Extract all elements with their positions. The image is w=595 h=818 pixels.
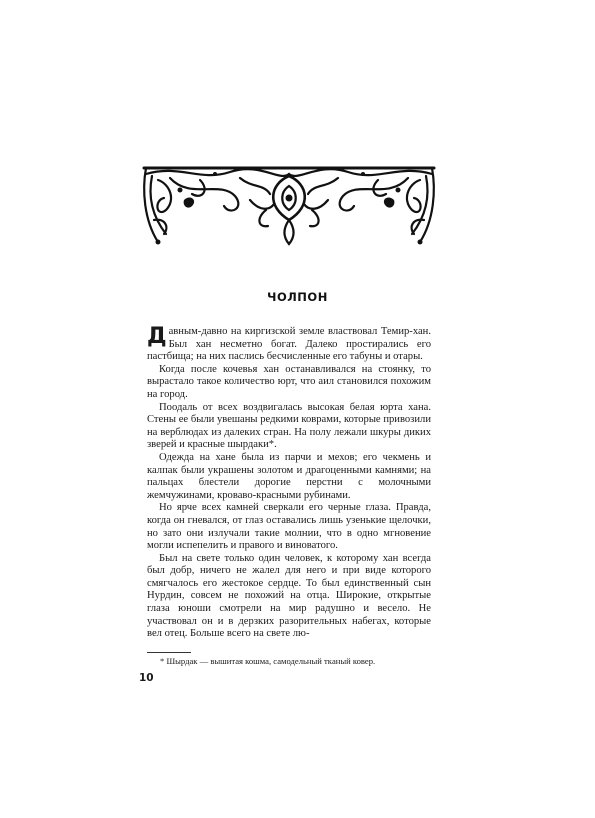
paragraph: Одежда на хане была из парчи и мехов; его чекмень и калпак были украшены золотом и драгоценными камнями; на пальцах блестели дорогие перстни с молочными жемчужинами, кроваво-красными рубинами. bbox=[147, 451, 431, 501]
paragraph: Был на свете только один человек, к которому хан всегда был добр, ничего не жалел для него и при виде которого смягчалось его жестокое сердце. То был единственный сын Нурдин, совсем не похожий на отца. Широкие, открытые глаза юноши смотрели на мир радушно и весело. Не участвовал он и в дерзких разорительных набегах, которые вел отец. Больше всего на свете лю- bbox=[147, 552, 431, 640]
footnote: * Шырдак — вышитая кошма, самодельный ткaный ковер. bbox=[160, 656, 376, 666]
first-paragraph-text: авным-давно на киргизской земле властвовал Темир-хан. Был хан несметно богат. Далеко простирались его пастбища; на них паслись бесчисленные его табуны и отары. bbox=[147, 326, 431, 363]
body-text bbox=[147, 326, 431, 641]
paragraph bbox=[147, 326, 431, 364]
paragraph: Поодаль от всех воздвигалась высокая белая юрта хана. Стены ее были увешаны редкими коврами, которые привозили на верблюдах из далеких стран. На полу лежали шкуры диких зверей и красные шырдаки*. bbox=[147, 401, 431, 451]
paragraph: Когда после кочевья хан останавливался на стоянку, то вырастало такое количество юрт, что аил становился похожим на город. bbox=[147, 363, 431, 400]
chapter-title: ЧОЛПОН bbox=[267, 290, 328, 304]
paragraph: Но ярче всех камней сверкали его черные глаза. Правда, когда он гневался, от глаз оставались лишь узенькие щелочки, но зато они излучали такие молнии, что в одно мгновение могли испепелить и правого и виноватого. bbox=[147, 502, 431, 552]
drop-cap: Д bbox=[147, 324, 167, 349]
decorative-headpiece-ornament bbox=[140, 160, 438, 250]
page-number: 10 bbox=[139, 672, 154, 684]
footnote-divider bbox=[147, 652, 191, 653]
